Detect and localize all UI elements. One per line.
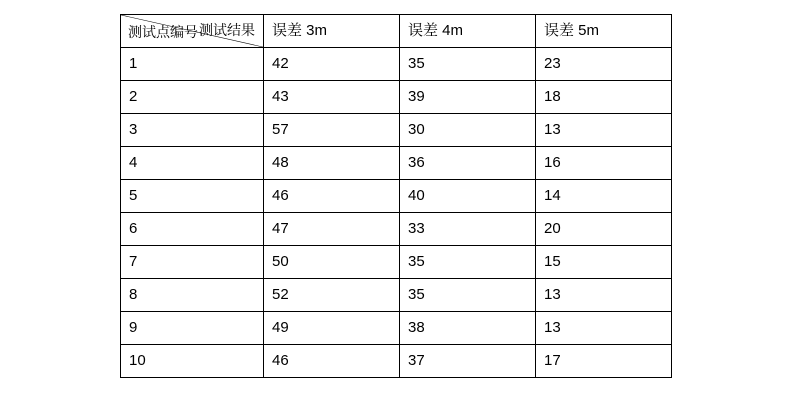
measurement-error-table [120,14,672,378]
row-id: 9 [121,312,264,345]
cell-error-4m: 35 [400,48,536,81]
cell-error-4m: 33 [400,213,536,246]
row-id: 2 [121,81,264,114]
row-id: 1 [121,48,264,81]
table-row [121,114,672,147]
cell-error-5m: 13 [536,312,672,345]
cell-error-3m: 42 [264,48,400,81]
row-id: 8 [121,279,264,312]
row-id: 7 [121,246,264,279]
cell-error-4m: 38 [400,312,536,345]
column-header-error-3m: 误差 3m [264,15,400,48]
cell-error-5m: 16 [536,147,672,180]
table-row [121,345,672,378]
row-id: 5 [121,180,264,213]
cell-error-3m: 52 [264,279,400,312]
cell-error-5m: 14 [536,180,672,213]
table-row [121,180,672,213]
cell-error-4m: 35 [400,246,536,279]
cell-error-3m: 46 [264,180,400,213]
cell-error-5m: 13 [536,114,672,147]
row-id: 3 [121,114,264,147]
row-id: 6 [121,213,264,246]
table-row [121,312,672,345]
table-row [121,147,672,180]
table-row [121,279,672,312]
table-row [121,213,672,246]
cell-error-5m: 15 [536,246,672,279]
cell-error-3m: 46 [264,345,400,378]
table-corner-header [121,15,264,48]
cell-error-3m: 49 [264,312,400,345]
corner-column-axis-label: 测试结果 [199,22,255,38]
cell-error-4m: 30 [400,114,536,147]
row-id: 10 [121,345,264,378]
cell-error-3m: 50 [264,246,400,279]
cell-error-5m: 18 [536,81,672,114]
cell-error-4m: 40 [400,180,536,213]
cell-error-5m: 17 [536,345,672,378]
cell-error-4m: 35 [400,279,536,312]
cell-error-3m: 47 [264,213,400,246]
cell-error-5m: 23 [536,48,672,81]
table-row [121,246,672,279]
row-id: 4 [121,147,264,180]
column-header-error-5m: 误差 5m [536,15,672,48]
column-header-error-4m: 误差 4m [400,15,536,48]
corner-row-axis-label: 测试点编号 [128,24,198,41]
cell-error-4m: 36 [400,147,536,180]
cell-error-4m: 39 [400,81,536,114]
cell-error-5m: 20 [536,213,672,246]
cell-error-4m: 37 [400,345,536,378]
table-row [121,48,672,81]
cell-error-5m: 13 [536,279,672,312]
cell-error-3m: 43 [264,81,400,114]
cell-error-3m: 48 [264,147,400,180]
table-header-row [121,15,672,48]
cell-error-3m: 57 [264,114,400,147]
table-row [121,81,672,114]
